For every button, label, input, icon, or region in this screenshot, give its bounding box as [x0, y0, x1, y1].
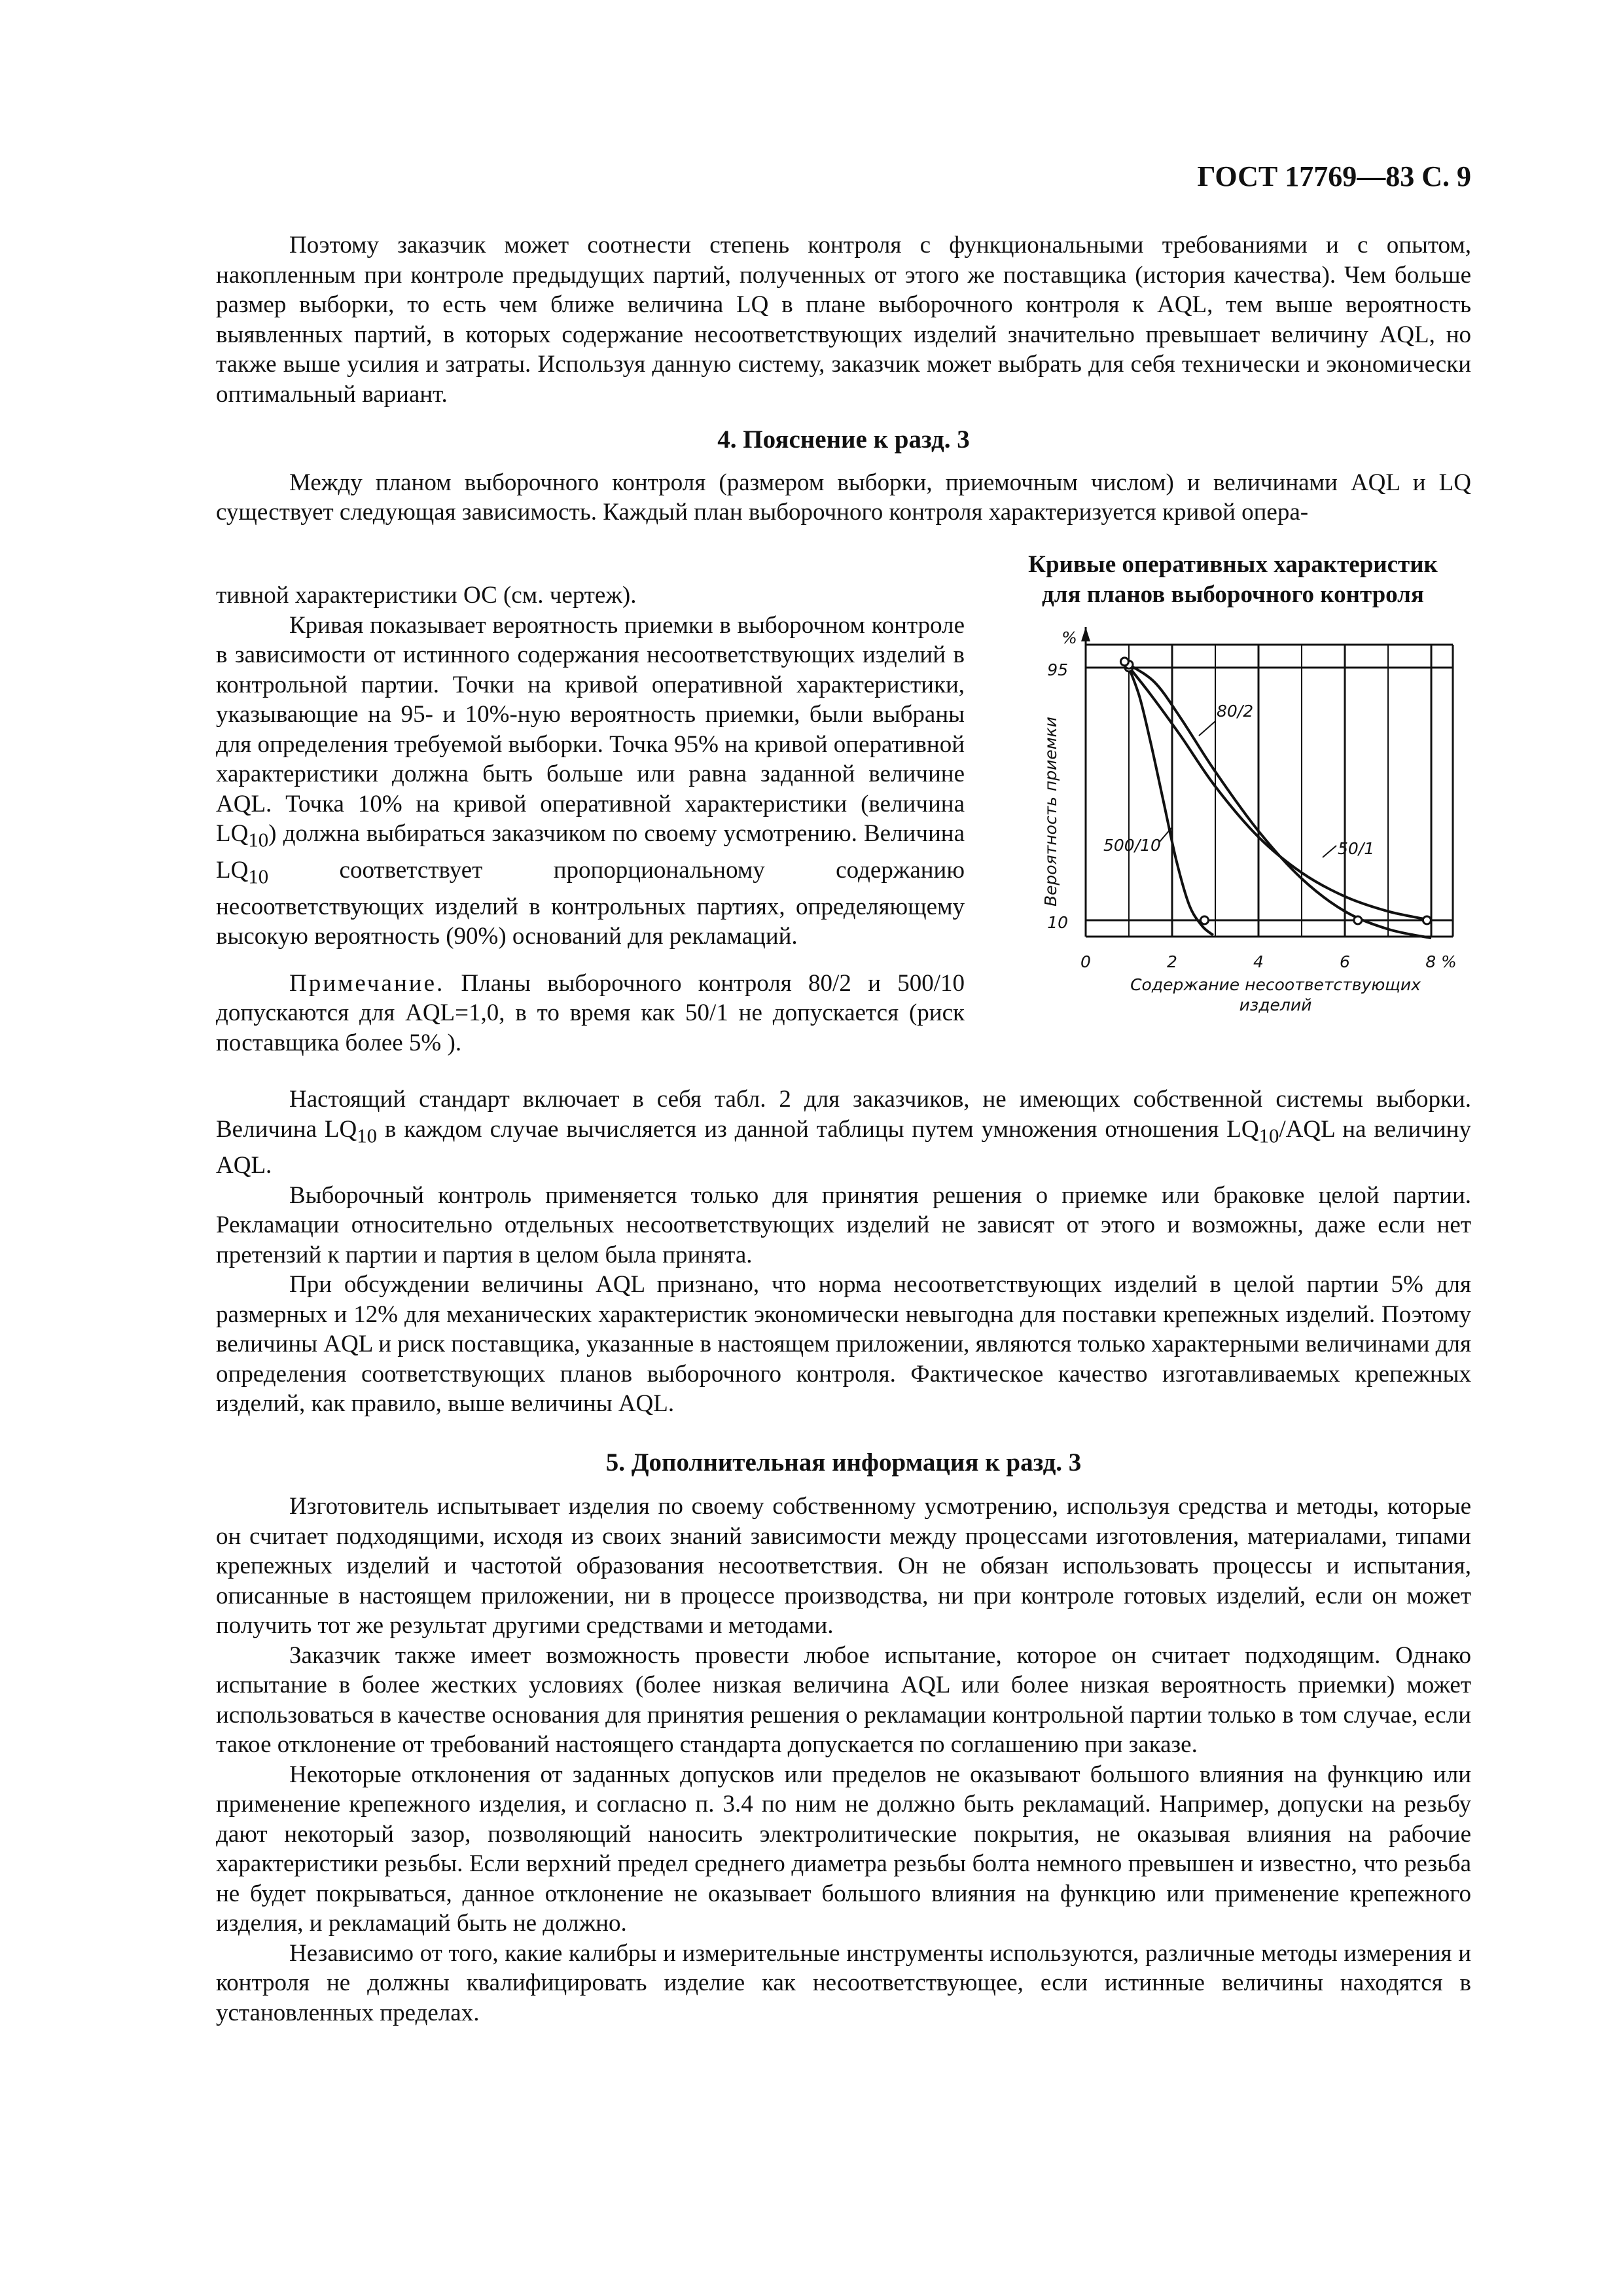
- section5-para1: Изготовитель испытывает изделия по своему собственному усмотрению, используя средства и методы, которые он считает подходящими, исходя из своих знаний зависимости между процессами изготовления, материалами, типами крепежных изделий и частотой образования несоответствия. Он не обязан использовать процессы и испытания, описанные в настоящем приложении, ни в процессе производства, ни при контроле готовых изделий, если он может получить тот же результат другими средствами и методами.: [216, 1493, 1471, 1640]
- section4-para3: [216, 1085, 1471, 1181]
- y-tick-95: 95: [1047, 660, 1068, 679]
- section4-para5: При обсуждении величины AQL признано, что норма несоответствующих изделий в целой партии 5% для размерных и 12% для механических характеристик экономически невыгодна для поставки крепежных изделий. Поэтому величины AQL и риск поставщика, указанные в настоящем приложении, являются только характерными величинами для определения соответствующих планов выборочного контроля. Фактическое качество изготавливаемых крепежных изделий, как правило, выше величины AQL.: [216, 1271, 1471, 1418]
- x-tick-0: 0: [1080, 952, 1091, 971]
- curve-50-1: [1124, 662, 1431, 920]
- section5-heading: 5. Дополнительная информация к разд. 3: [605, 1448, 1082, 1477]
- para3-text-b: в каждом случае вычисляется из данной таблицы путем умножения отношения LQ: [377, 1115, 1259, 1143]
- section4-para4: Выборочный контроль применяется только для принятия решения о приемке или браковке целой партии. Рекламации относительно отдельных несоответствующих изделий не зависят от этого и возможны, даже если нет претензий к партии и партия в целом была принята.: [216, 1181, 1471, 1268]
- section4-continued: [216, 1085, 1471, 2028]
- section5-para3: Некоторые отклонения от заданных допусков или пределов не оказывают большого влияния на функцию или применение крепежного изделия, и согласно п. 3.4 по ним не должно быть рекламаций. Например, допуски на резьбу дают некоторый зазор, позволяющий наносить электролитические покрытия, не оказывая влияния на рабочие характеристики резьбы. Если верхний предел среднего диаметра резьбы болта немного превышен и известно, что резьба не будет покрываться, данное отклонение не оказывает большого влияния на функцию или применение крепежного изделия, и рекламаций быть не должно.: [216, 1761, 1471, 1937]
- lq-subscript: 10: [248, 865, 269, 888]
- section4-heading: 4. Пояснение к разд. 3: [717, 425, 970, 454]
- x-tick-4: 4: [1253, 952, 1264, 971]
- lq-subscript: 10: [1258, 1124, 1279, 1147]
- para3-text-c: /AQL на величину AQL.: [216, 1115, 1471, 1179]
- y-axis-arrow: [1081, 627, 1090, 641]
- section4-para2: [216, 611, 965, 952]
- intro-block: [216, 230, 1471, 528]
- chart-curves: [1120, 658, 1431, 938]
- oc-chart: [991, 550, 1475, 1034]
- section5-para4: Независимо от того, какие калибры и измерительные инструменты используются, различные методы измерения и контроля не должны квалифицировать изделие как несоответствующее, если истинные величины находятся в установленных пределах.: [216, 1939, 1471, 2026]
- curve-500-10: [1129, 668, 1213, 935]
- figure-title-line1: Кривые оперативных характеристик: [1028, 551, 1438, 578]
- curve-label-50-1: 50/1: [1338, 839, 1375, 858]
- y-axis-label: Вероятность приемки: [1041, 717, 1060, 906]
- section4-para1: [216, 468, 1471, 528]
- y-unit-label: %: [1061, 628, 1077, 647]
- figure-title-line2: для планов выборочного контроля: [1042, 581, 1424, 608]
- chart-grid: [1081, 627, 1453, 937]
- section4-para1-end: тивной характеристики ОС (см. чертеж).: [216, 582, 637, 609]
- label-leader-80-2: [1199, 721, 1215, 736]
- curve-point-marker-5: [1423, 916, 1431, 924]
- curve-point-marker-1: [1201, 916, 1209, 924]
- para2-text-a: Кривая показывает вероятность приемки в выборочном контроле в зависимости от истинного содержания несоответствующих изделий в контрольной партии. Точки на кривой оперативной характеристики, указывающие на 95- и 10%-ную вероятность приемки, были выбраны для определения требуемой выборки. Точка 95% на кривой оперативной характеристики должна быть больше или равна заданной величине AQL. Точка 10% на кривой оперативной характеристики (величина LQ: [216, 611, 965, 847]
- section4-para1-text: Между планом выборочного контроля (размером выборки, приемочным числом) и величинами AQL и LQ существует следующая зависимость. Каждый план выборочного контроля характеризуется кривой опера-: [216, 469, 1471, 526]
- curve-point-marker-3: [1354, 916, 1362, 924]
- lq-subscript: 10: [357, 1124, 378, 1147]
- section5-para2: Заказчик также имеет возможность провести любое испытание, которое он считает подходящим. Однако испытание в более жестких условиях (более низкая величина AQL или более низкая вероятность приемки) может использоваться в качестве основания для принятия решения о рекламации контрольной партии только в том случае, если такое отклонение от требований настоящего стандарта допускается по соглашению при заказе.: [216, 1641, 1471, 1759]
- x-tick-2: 2: [1167, 952, 1177, 971]
- lq-subscript: 10: [248, 829, 269, 852]
- page-header: ГОСТ 17769—83 С. 9: [1197, 160, 1471, 192]
- y-tick-10: 10: [1047, 913, 1068, 932]
- oc-figure: [991, 550, 1475, 1034]
- x-axis-label-line2: изделий: [1239, 996, 1312, 1014]
- chart-text: [1041, 628, 1457, 1014]
- para2-text-b: ) должна выбираться заказчиком по своему усмотрению. Величина LQ: [216, 820, 965, 884]
- para3-text-a: Настоящий стандарт включает в себя табл. 2 для заказчиков, не имеющих собственной системы выборки. Величина LQ: [216, 1086, 1471, 1143]
- x-axis-label-line1: Содержание несоответствующих: [1130, 975, 1421, 994]
- x-tick-6: 6: [1340, 952, 1350, 971]
- x-tick-8: 8 %: [1425, 952, 1457, 971]
- note-paragraph: [216, 969, 965, 1058]
- curve-80-2: [1129, 665, 1431, 939]
- left-column: [216, 581, 965, 1058]
- para2-text-c: соответствует пропорциональному содержанию несоответствующих изделий в контрольных партиях, определяющему высокую вероятность (90%) оснований для рекламаций.: [216, 856, 965, 950]
- intro-paragraph: Поэтому заказчик может соотнести степень контроля с функциональными требованиями и с опытом, накопленным при контроле предыдущих партий, полученных от этого же поставщика (история качества). Чем больше размер выборки, то есть чем ближе величина LQ в плане выборочного контроля к AQL, тем выше вероятность выявленных партий, в которых содержание несоответствующих изделий значительно превышает величину AQL, но также выше усилия и затраты. Используя данную систему, заказчик может выбрать для себя технически и экономически оптимальный вариант.: [216, 232, 1471, 408]
- curve-point-marker-4: [1120, 658, 1128, 666]
- label-leader-50-1: [1323, 846, 1336, 857]
- note-label: Примечание.: [289, 969, 445, 997]
- curve-label-80-2: 80/2: [1217, 702, 1254, 721]
- curve-label-500-10: 500/10: [1103, 836, 1161, 855]
- note-text: Планы выборочного контроля 80/2 и 500/10 допускаются для AQL=1,0, в то время как 50/1 не допускается (риск поставщика более 5% ).: [216, 969, 965, 1056]
